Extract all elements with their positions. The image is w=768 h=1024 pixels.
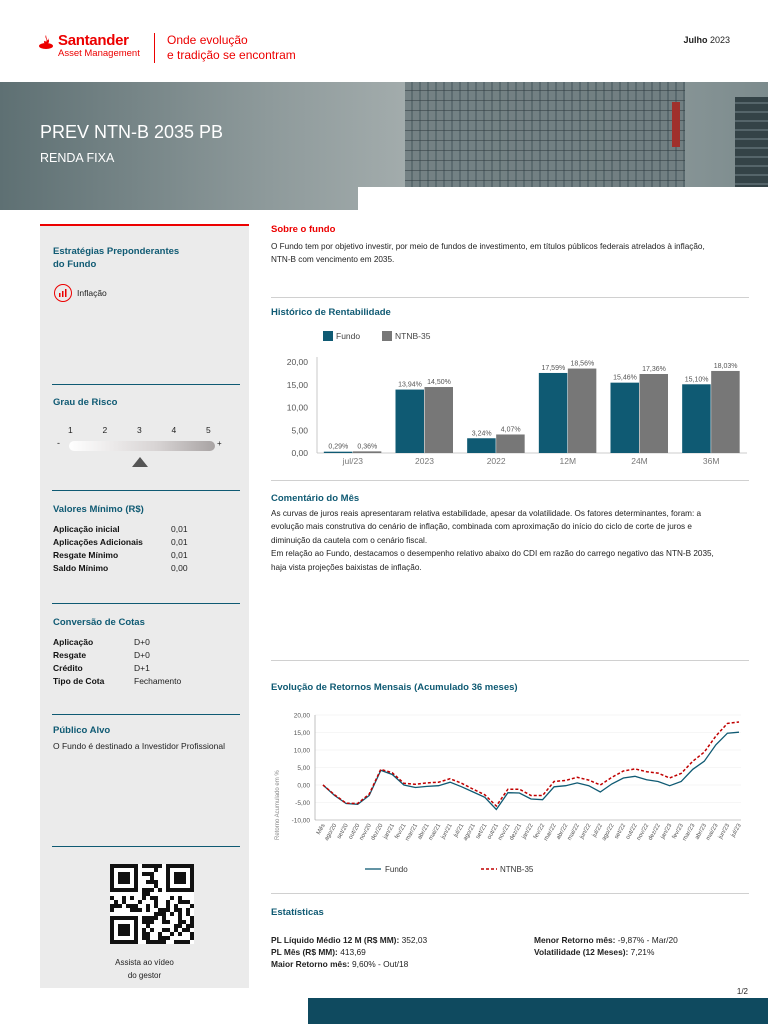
comment-line: As curvas de juros reais apresentaram relativa estabilidade, apesar da volatilidade. Os fatores determinantes, foram: a [271,509,702,518]
kv-key: Tipo de Cota [53,676,105,686]
line-chart-legend [365,865,534,874]
stat-key: PL Líquido Médio 12 M (R$ MM): [271,935,400,945]
x-tick-label: dez/22 [647,823,662,842]
x-tick-label: out/21 [486,823,501,841]
stats-title: Estatísticas [271,907,324,918]
page-number: 1/2 [736,987,748,996]
x-tick-label: abr/23 [694,823,709,841]
about-title: Sobre o fundo [271,224,336,235]
x-tick-label: abr/22 [555,823,570,841]
x-tick-label: jun/21 [440,823,454,841]
y-tick-label: 0,00 [297,782,310,790]
kv-key: Saldo Mínimo [53,563,109,573]
header-divider [154,33,155,63]
x-tick-label: jan/23 [660,823,674,841]
risk-marker-icon [132,457,148,467]
x-tick-label: dez/21 [508,823,524,842]
y-tick-label: 15,00 [293,730,310,737]
x-tick-label: ago/22 [601,823,616,842]
strategies-title-line-1: Estratégias Preponderantes [53,246,180,257]
stat-value: 9,60% - Out/18 [351,959,409,969]
brand-sub: Asset Management [58,48,140,59]
x-tick-label: fev/22 [532,823,547,841]
stat-row [271,958,531,970]
x-tick-label: jul/21 [453,823,466,839]
tagline [167,33,296,63]
bar-ntnb-35 [640,374,669,453]
legend-fund-label: Fundo [385,865,408,874]
stat-key: Volatilidade (12 Meses): [534,947,629,957]
x-tick-label: dez/20 [370,823,385,842]
bar-ntnb-35 [711,371,740,453]
risk-max: + [217,439,222,448]
x-tick-label: jul/23 [342,456,363,466]
x-tick-label: 24M [631,456,648,466]
bar-ntnb-35 [425,387,454,453]
kv-row [53,675,181,688]
legend-bench-swatch [382,331,392,341]
target-text: O Fundo é destinado a Investidor Profissional [53,741,225,751]
y-tick-label: -5,00 [295,800,310,807]
comment-line: Em relação ao Fundo, destacamos o desempenho relativo abaixo do CDI em razão do carrego negativo das NTN-B 2035, [271,549,714,559]
qr-caption-line-2: do gestor [127,971,162,980]
kv-row [53,523,188,536]
bar-value-label: 4,07% [500,426,521,434]
x-tick-label: abr/21 [417,823,431,841]
evolution-line-chart [271,702,749,882]
stat-key: PL Mês (R$ MM): [271,947,338,957]
x-tick-label: mai/21 [428,823,443,842]
y-tick-label: 5,00 [291,425,308,436]
legend-fund-label: Fundo [336,331,361,341]
kv-key: Resgate [53,650,87,660]
y-tick-label: -10,00 [291,817,310,825]
x-tick-label: 36M [702,456,720,466]
bar-fundo [467,438,496,453]
kv-value: 0,00 [171,563,188,573]
risk-level-1: 1 [68,425,73,435]
kv-key: Aplicações Adicionais [53,537,143,547]
strategy-item [53,283,107,303]
x-tick-label: Mês [315,823,327,836]
y-tick-label: 15,00 [286,379,308,390]
report-year: 2023 [709,35,730,45]
x-tick-label: nov/22 [636,823,651,842]
risk-levels [40,425,249,437]
x-tick-label: jan/22 [521,823,535,841]
x-tick-label: set/20 [336,823,350,841]
flame-icon [38,34,54,50]
tagline-line-2: e tradição se encontram [167,48,296,62]
bar-value-label: 15,46% [613,374,637,382]
kv-value: D+0 [134,650,150,660]
x-tick-label: mai/22 [566,823,581,842]
bar-value-label: 18,56% [570,360,595,368]
about-line-2: NTN-B com vencimento em 2035. [271,255,395,265]
banner-cutout [358,187,768,210]
bar-chart-legend [323,331,431,341]
y-tick-label: 20,00 [286,357,308,367]
comment-text [271,507,751,574]
kv-key: Aplicação [53,637,94,647]
divider [271,480,749,481]
risk-level-2: 2 [102,425,108,435]
x-tick-label: jul/22 [591,823,605,839]
sidebar [40,224,249,988]
bar-ntnb-35 [353,451,382,453]
qr-code-icon[interactable] [110,864,194,944]
bar-value-label: 0,36% [357,443,378,451]
hero-banner [0,82,768,210]
kv-value: D+1 [134,663,150,673]
divider [52,490,240,491]
strategies-title [53,245,179,271]
x-tick-label: out/20 [347,823,362,841]
stat-value: 413,69 [340,947,366,957]
kv-value: 0,01 [171,537,188,547]
y-tick-label: 5,00 [297,765,310,772]
divider [271,893,749,894]
kv-key: Resgate Mínimo [53,550,119,560]
divider [52,603,240,604]
stat-row [534,946,749,958]
stat-row [534,934,749,946]
strategy-label: Inflação [77,288,107,298]
bar-value-label: 15,10% [684,376,709,384]
bar-fundo [396,390,425,453]
x-tick-label: mar/23 [681,823,697,843]
report-month-name: Julho [683,35,708,45]
series-line-ntnb-35 [323,722,739,806]
kv-row [53,562,188,575]
x-tick-label: mai/23 [705,823,720,842]
x-tick-label: 2023 [415,456,434,466]
page-header [0,0,768,82]
report-month [683,35,730,45]
kv-value: Fechamento [134,676,182,686]
stat-row [271,946,531,958]
comment-title: Comentário do Mês [271,493,360,504]
x-tick-label: jun/23 [717,823,732,841]
bar-ntnb-35 [568,369,597,453]
conversion-title: Conversão de Cotas [53,617,145,628]
bar-value-label: 18,03% [713,362,738,370]
x-tick-label: jun/22 [579,823,593,841]
kv-value: D+0 [134,637,150,647]
kv-row [53,636,181,649]
kv-key: Aplicação inicial [53,524,120,534]
x-tick-label: mar/22 [543,823,558,843]
x-tick-label: 2022 [486,456,506,466]
kv-row [53,649,181,662]
divider [271,660,749,661]
x-tick-label: out/22 [625,823,639,841]
legend-fund-swatch [323,331,333,341]
bar-fundo [682,384,711,453]
divider [271,297,749,298]
kv-row [53,662,181,675]
legend-bench-label: NTNB-35 [500,865,534,874]
bar-ntnb-35 [496,434,525,453]
stat-value: 352,03 [401,935,428,945]
kv-row [53,536,188,549]
y-tick-label: 20,00 [293,712,310,720]
divider [52,846,240,847]
santander-logo[interactable] [38,33,140,59]
brand-name: Santander [58,32,129,49]
series-line-fundo [323,732,739,809]
kv-value: 0,01 [171,550,188,560]
risk-level-3: 3 [137,425,142,435]
bar-value-label: 0,29% [328,443,349,451]
x-tick-label: jan/21 [382,823,397,841]
stats-right [534,934,749,958]
x-tick-label: fev/23 [671,823,685,841]
building-accent [672,102,680,147]
stat-value: -9,87% - Mar/20 [617,935,678,945]
fund-category: RENDA FIXA [40,151,115,165]
target-title: Público Alvo [53,725,111,736]
x-tick-label: jul/23 [730,823,743,839]
x-tick-label: nov/21 [497,823,512,842]
inflation-icon [53,283,73,303]
y-tick-label: 0,00 [291,448,308,458]
kv-key: Crédito [53,663,83,673]
risk-level-4: 4 [171,425,177,435]
bar-fundo [611,383,640,453]
bar-value-label: 17,59% [541,364,566,372]
min-values-title: Valores Mínimo (R$) [53,504,144,515]
stat-key: Menor Retorno mês: [534,935,616,945]
history-bar-chart [271,325,749,475]
about-line-1: O Fundo tem por objetivo investir, por meio de fundos de investimento, em títulos públicos federais atrelados à inflação, [271,242,705,251]
bar-value-label: 14,50% [427,379,451,387]
x-tick-label: ago/20 [323,823,339,842]
legend-bench-label: NTNB-35 [395,331,431,341]
about-text [271,240,751,267]
risk-scale-bar [69,441,215,451]
x-tick-label: fev/21 [394,823,408,841]
evolution-title: Evolução de Retornos Mensais (Acumulado 36 meses) [271,682,518,693]
line-chart-ylabel: Retorno Acumulado em % [275,770,281,840]
bar-fundo [324,452,352,453]
stat-value: 7,21% [630,947,655,957]
risk-title: Grau de Risco [53,397,118,408]
x-tick-label: 12M [559,456,577,466]
stats-left [271,934,531,970]
tagline-line-1: Onde evolução [167,33,248,47]
x-tick-label: nov/20 [358,823,373,842]
strategies-title-line-2: do Fundo [53,259,97,270]
comment-line: evolução mais construtiva do cenário de inflação, combinada com aproximação do início do ciclo de corte de juros e [271,522,692,532]
x-tick-label: mar/21 [404,823,420,843]
risk-level-5: 5 [206,425,211,435]
bar-value-label: 3,24% [471,430,492,438]
comment-line: diminuição da cautela com o cenário fiscal. [271,535,428,545]
fund-title: PREV NTN-B 2035 PB [40,122,224,142]
bar-value-label: 17,36% [642,366,666,374]
x-tick-label: set/21 [475,823,489,841]
kv-row [53,549,188,562]
x-tick-label: set/22 [613,823,628,841]
bar-value-label: 13,94% [398,381,422,389]
divider [52,384,240,385]
qr-caption [40,956,249,982]
min-values-table [53,523,188,575]
risk-min: - [57,438,60,448]
footer-bar [308,998,768,1024]
stat-row [271,934,531,946]
y-tick-label: 10,00 [286,402,308,413]
history-title: Histórico de Rentabilidade [271,307,391,318]
stat-key: Maior Retorno mês: [271,959,350,969]
y-tick-label: 10,00 [293,747,310,755]
kv-value: 0,01 [171,524,188,534]
divider [52,714,240,715]
x-tick-label: ago/21 [462,823,477,842]
comment-line: haja vista projeções baixistas de inflação. [271,562,422,572]
qr-caption-line-1: Assista ao vídeo [115,958,174,967]
conversion-table [53,636,181,688]
bar-fundo [539,373,568,453]
